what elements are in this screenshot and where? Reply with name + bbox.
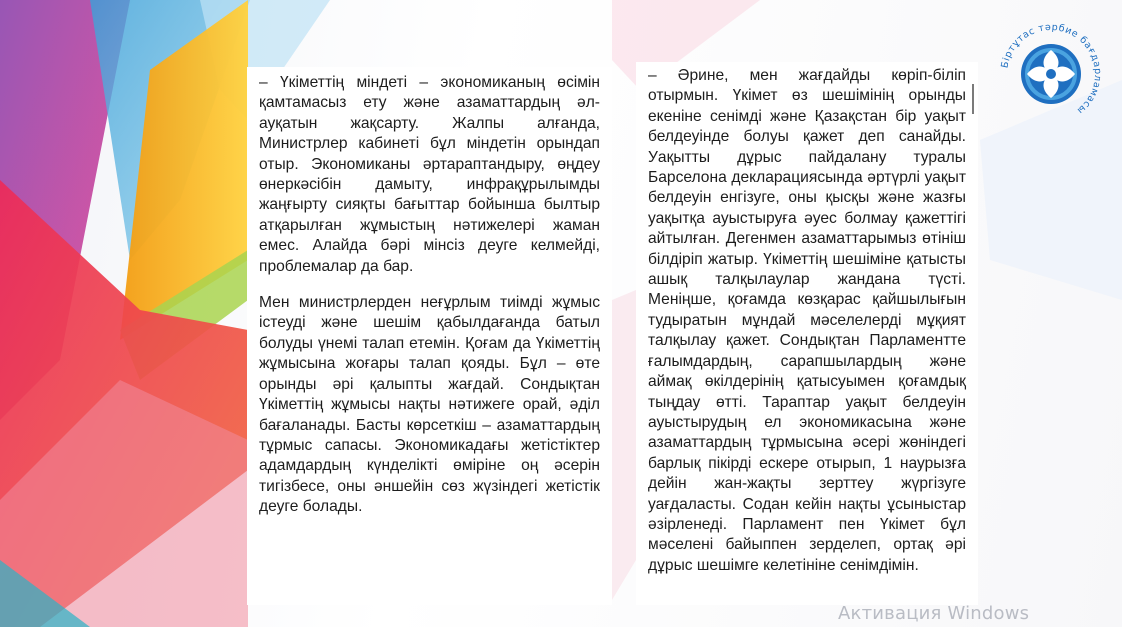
logo-text: Біртұтас тәрбие бағдарламасы	[999, 21, 1104, 117]
text-panel-left	[247, 67, 612, 605]
left-paragraph-2: Мен министрлерден неғұрлым тиімді жұмыс істеуді және шешім қабылдағанда батыл болуды үнемі талап етемін. Қоғам да Үкіметтің жұмысына жоғары талап қояды. Бұл – өте орынды әрі қалыпты жағдай. Сондықтан Үкіметтің жұмысы нақты нәтижеге орай, әділ бағаланады. Басты көрсеткіш – азаматтардың тұрмыс сапасы. Экономикадағы жетістіктер адамдардың күнделікті өміріне оң әсерін тигізбесе, оны әншейін сөз жүзіндегі жетістік деуге болады.	[259, 294, 600, 516]
logo-emblem-icon	[995, 18, 1107, 130]
right-paragraph: – Әрине, мен жағдайды көріп-біліп отырмын. Үкімет өз шешімінің орынды екеніне сенімді және Қазақстан бір уақыт белдеуінде болуы қажет деп санайды. Уақытты дұрыс пайдалану туралы Барселона декларациясында әртүрлі уақыт белдеуін енгізуге, оны қысқы және жазғы уақытқа ауыстыруға әуес болмау қажеттігі айтылған. Дегенмен азаматтарымыз өтініш білдіріп жатыр. Үкіметтің шешіміне қатысты ашық талқылаулар жандана түсті. Меніңше, қоғамда көзқарас қайшылығын тудыратын мұндай мәселелерді мұқият талқылау қажет. Сондықтан Парламентте ғалымдардың, сарапшылардың және аймақ өкілдерінің қатысуымен қоғамдық тыңдау өтті. Тараптар уақыт белдеуін ауыстырудың ел экономикасына және азаматтардың тұрмысына әсері жөніндегі барлық пікірді ескере отырып, 1 наурызға дейін жан-жақты зерттеу жүргізуге уағдаласты. Содан кейін нақты ұсыныстар әзірленеді. Парламент пен Үкімет бұл мәселені байыппен зерделеп, ортақ әрі дұрыс шешімге келетініне сенімдімін.	[648, 67, 966, 574]
program-logo	[995, 18, 1107, 130]
windows-activation-watermark: Активация Windows	[838, 603, 1030, 624]
text-panel-right[interactable]	[636, 62, 978, 605]
left-paragraph-1: – Үкіметтің міндеті – экономиканың өсімін қамтамасыз ету және азаматтардың әл-ауқатын жақсарту. Жалпы алғанда, Министрлер кабинеті бұл міндетін орындап отыр. Экономиканы әртараптандыру, өңдеу өнеркәсібін дамыту, инфрақұрылымды жаңғырту сияқты бағыттар бойынша былтыр атқарылған жұмыстың нәтижелері жаман емес. Алайда бәрі мінсіз деуге келмейді, проблемалар да бар.	[259, 74, 600, 275]
scroll-indicator[interactable]	[972, 84, 974, 114]
